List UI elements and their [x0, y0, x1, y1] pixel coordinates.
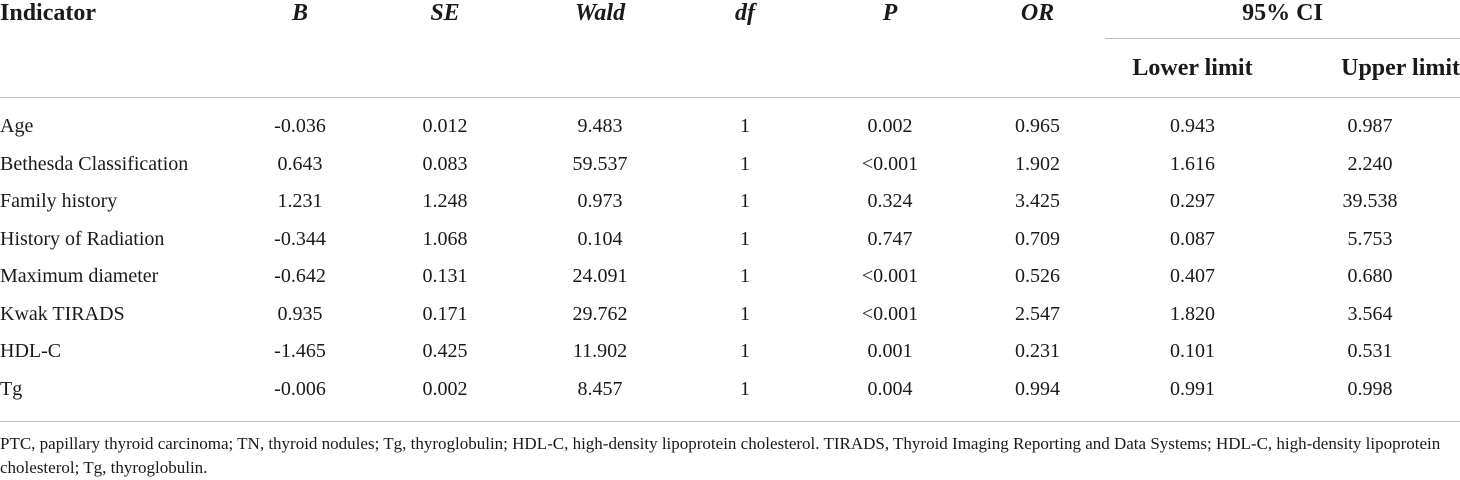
cell-wald: 24.091 — [572, 265, 628, 288]
table-row — [0, 296, 1460, 334]
cell-df: 1 — [740, 115, 750, 138]
table-body — [0, 98, 1460, 409]
cell-upper: 39.538 — [1342, 190, 1398, 213]
cell-p: 0.324 — [867, 190, 913, 213]
header-or: OR — [1020, 0, 1055, 26]
cell-lower: 0.991 — [1170, 377, 1215, 400]
cell-indicator: Family history — [0, 190, 118, 213]
cell-indicator: History of Radiation — [0, 227, 165, 250]
cell-or: 0.965 — [1015, 115, 1060, 138]
header-ci-text: 95% CI — [1242, 0, 1323, 26]
cell-b: -1.465 — [274, 340, 326, 363]
header-se: SE — [430, 0, 460, 26]
cell-p: 0.002 — [867, 115, 913, 138]
cell-df: 1 — [740, 190, 750, 213]
cell-lower: 0.943 — [1170, 115, 1215, 138]
cell-upper: 0.998 — [1347, 377, 1393, 400]
cell-p: 0.001 — [867, 340, 913, 363]
cell-lower: 1.820 — [1170, 302, 1215, 325]
cell-upper: 5.753 — [1347, 227, 1393, 250]
table-row — [0, 333, 1460, 371]
cell-lower: 0.087 — [1170, 227, 1215, 250]
cell-df: 1 — [740, 302, 750, 325]
header-ci — [1105, 0, 1460, 39]
header-upper-limit: Upper limit — [1341, 54, 1460, 81]
header-lower-limit: Lower limit — [1132, 54, 1253, 81]
cell-b: -0.036 — [274, 115, 326, 138]
cell-lower: 0.101 — [1170, 340, 1215, 363]
cell-wald: 0.104 — [577, 227, 623, 250]
cell-wald: 8.457 — [577, 377, 623, 400]
header-b: B — [291, 0, 308, 26]
cell-se: 1.068 — [422, 227, 468, 250]
cell-p: 0.747 — [867, 227, 913, 250]
cell-b: -0.344 — [274, 227, 326, 250]
cell-se: 0.083 — [422, 152, 468, 175]
table-row — [0, 371, 1460, 409]
cell-b: 0.643 — [277, 152, 323, 175]
cell-lower: 0.407 — [1170, 265, 1215, 288]
cell-df: 1 — [740, 227, 750, 250]
table-row — [0, 183, 1460, 221]
table-header — [0, 0, 1460, 98]
header-p: P — [882, 0, 898, 26]
cell-indicator: Age — [0, 115, 34, 138]
cell-b: 0.935 — [277, 302, 323, 325]
cell-or: 0.994 — [1015, 377, 1060, 400]
table-row — [0, 108, 1460, 146]
header-indicator: Indicator — [0, 0, 96, 26]
cell-wald: 29.762 — [572, 302, 628, 325]
cell-wald: 0.973 — [577, 190, 623, 213]
cell-p: <0.001 — [861, 152, 919, 175]
cell-indicator: Kwak TIRADS — [0, 302, 125, 325]
cell-lower: 1.616 — [1170, 152, 1215, 175]
cell-upper: 3.564 — [1347, 302, 1393, 325]
table-row — [0, 258, 1460, 296]
cell-se: 0.002 — [422, 377, 468, 400]
cell-se: 0.171 — [422, 302, 468, 325]
cell-upper: 0.680 — [1347, 265, 1393, 288]
cell-or: 2.547 — [1015, 302, 1060, 325]
cell-b: -0.006 — [274, 377, 326, 400]
cell-se: 0.012 — [422, 115, 468, 138]
cell-se: 0.131 — [422, 265, 468, 288]
cell-b: -0.642 — [274, 265, 326, 288]
cell-p: <0.001 — [861, 265, 919, 288]
cell-df: 1 — [740, 265, 750, 288]
cell-wald: 11.902 — [572, 340, 628, 363]
cell-lower: 0.297 — [1170, 190, 1215, 213]
cell-indicator: HDL-C — [0, 340, 62, 363]
cell-upper: 0.531 — [1347, 340, 1393, 363]
header-df: df — [735, 0, 755, 26]
cell-b: 1.231 — [277, 190, 323, 213]
cell-df: 1 — [740, 152, 750, 175]
cell-indicator: Maximum diameter — [0, 265, 159, 288]
cell-or: 0.526 — [1015, 265, 1060, 288]
cell-or: 1.902 — [1015, 152, 1060, 175]
cell-p: <0.001 — [861, 302, 919, 325]
cell-upper: 2.240 — [1347, 152, 1393, 175]
cell-wald: 9.483 — [577, 115, 623, 138]
cell-indicator: Tg — [0, 377, 23, 400]
cell-or: 0.709 — [1015, 227, 1060, 250]
cell-upper: 0.987 — [1347, 115, 1393, 138]
cell-df: 1 — [740, 340, 750, 363]
table-row — [0, 146, 1460, 184]
cell-wald: 59.537 — [572, 152, 628, 175]
cell-indicator: Bethesda Classification — [0, 152, 189, 175]
cell-or: 3.425 — [1015, 190, 1060, 213]
cell-df: 1 — [740, 377, 750, 400]
cell-se: 0.425 — [422, 340, 468, 363]
header-wald: Wald — [574, 0, 626, 26]
cell-se: 1.248 — [422, 190, 468, 213]
table-footnote: PTC, papillary thyroid carcinoma; TN, thyroid nodules; Tg, thyroglobulin; HDL-C, high-density lipoprotein cholesterol. TIRADS, Thyroid Imaging Reporting and Data Systems; HDL-C, high-density lipoprotein cholesterol; Tg, thyroglobulin. — [0, 421, 1460, 480]
table-row — [0, 221, 1460, 259]
cell-p: 0.004 — [867, 377, 913, 400]
cell-or: 0.231 — [1015, 340, 1060, 363]
